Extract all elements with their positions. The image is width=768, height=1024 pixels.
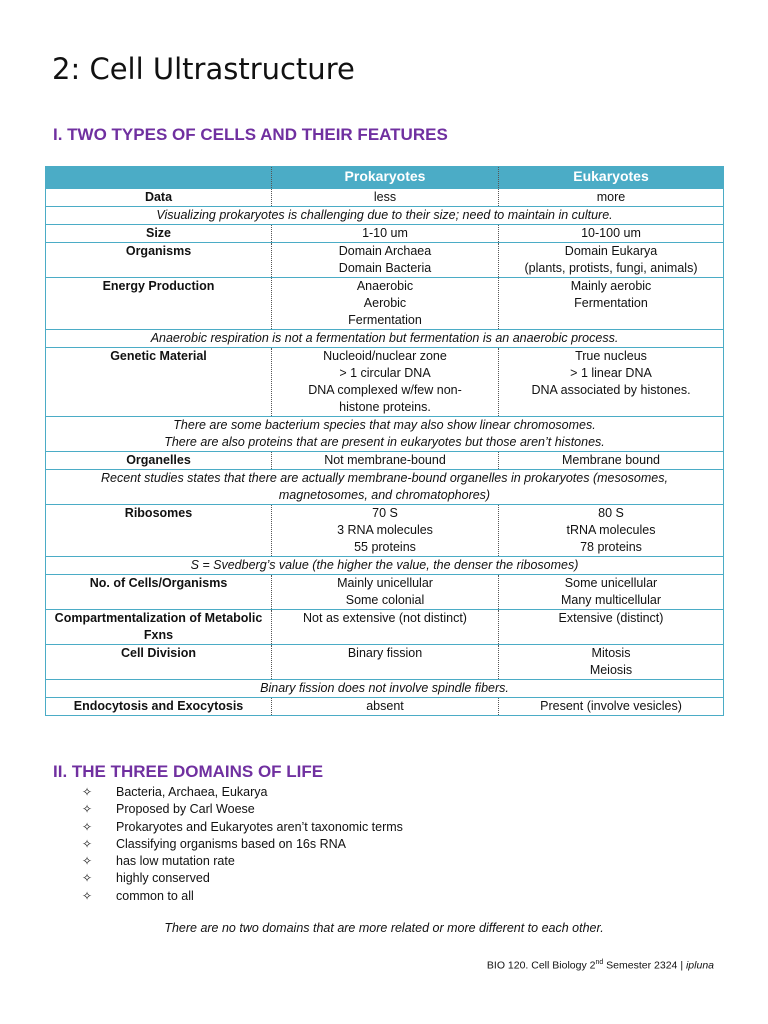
prokaryote-cell bbox=[272, 225, 499, 243]
note-line: magnetosomes, and chromatophores) bbox=[278, 488, 491, 502]
list-item bbox=[82, 784, 403, 801]
eukaryote-cell bbox=[499, 278, 724, 330]
row-label: Cell Division bbox=[46, 645, 272, 680]
cell-line: Many multicellular bbox=[560, 593, 662, 607]
note-line: There are also proteins that are present in eukaryotes but those aren’t histones. bbox=[164, 435, 605, 449]
eukaryote-cell bbox=[499, 452, 724, 470]
list-item-text: common to all bbox=[116, 888, 194, 903]
four-point-star-bullet-icon: ✧ bbox=[82, 802, 93, 817]
table-row bbox=[46, 645, 724, 680]
footer-semester: Semester 2324 bbox=[603, 959, 678, 972]
list-item bbox=[82, 870, 403, 887]
cell-line: more bbox=[596, 190, 626, 204]
cell-line: Fermentation bbox=[574, 296, 648, 310]
cell-line: 10-100 um bbox=[581, 226, 641, 240]
table-note-cell bbox=[46, 207, 724, 225]
list-item-text: has low mutation rate bbox=[116, 854, 235, 869]
cell-line: Domain Archaea bbox=[338, 244, 432, 258]
eukaryote-cell bbox=[499, 348, 724, 417]
row-label: Endocytosis and Exocytosis bbox=[46, 698, 272, 716]
table-note-row bbox=[46, 330, 724, 348]
table-note-cell bbox=[46, 470, 724, 505]
cell-line: Not as extensive (not distinct) bbox=[303, 611, 467, 625]
list-item-text: highly conserved bbox=[116, 871, 210, 886]
prokaryote-cell bbox=[272, 243, 499, 278]
eukaryote-cell bbox=[499, 698, 724, 716]
eukaryote-cell bbox=[499, 645, 724, 680]
list-item-text: Bacteria, Archaea, Eukarya bbox=[116, 785, 268, 799]
table-row bbox=[46, 452, 724, 470]
row-label: No. of Cells/Organisms bbox=[46, 575, 272, 610]
cell-line: histone proteins. bbox=[339, 400, 431, 414]
cell-line: Meiosis bbox=[589, 663, 633, 677]
header-cell-empty bbox=[46, 167, 272, 189]
list-item-text: Classifying organisms based on 16s RNA bbox=[116, 836, 346, 851]
header-cell-prokaryotes: Prokaryotes bbox=[272, 167, 499, 189]
cell-line: Binary fission bbox=[347, 646, 423, 660]
cell-line: > 1 linear DNA bbox=[570, 366, 652, 380]
list-item-text: Prokaryotes and Eukaryotes aren’t taxonomic terms bbox=[116, 819, 403, 834]
four-point-star-bullet-icon: ✧ bbox=[82, 888, 93, 903]
list-item bbox=[82, 836, 403, 853]
eukaryote-cell bbox=[499, 243, 724, 278]
cell-line: Present (involve vesicles) bbox=[540, 699, 682, 713]
page-footer bbox=[487, 959, 714, 972]
four-point-star-bullet-icon: ✧ bbox=[82, 819, 93, 834]
table-note-cell bbox=[46, 330, 724, 348]
cell-line: Membrane bound bbox=[562, 453, 660, 467]
cell-line: Mitosis bbox=[591, 646, 631, 660]
note-line: There are some bacterium species that may also show linear chromosomes. bbox=[173, 418, 596, 432]
prokaryote-cell bbox=[272, 698, 499, 716]
prokaryote-cell bbox=[272, 505, 499, 557]
row-label: Organelles bbox=[46, 452, 272, 470]
cell-line: Extensive (distinct) bbox=[558, 611, 664, 625]
table-note-row bbox=[46, 470, 724, 505]
cell-line: 70 S bbox=[372, 506, 398, 520]
cell-line: Fermentation bbox=[348, 313, 422, 327]
row-label: Data bbox=[46, 189, 272, 207]
closing-note: There are no two domains that are more related or more different to each other. bbox=[164, 921, 604, 935]
row-label: Energy Production bbox=[46, 278, 272, 330]
row-label: Organisms bbox=[46, 243, 272, 278]
note-line: Recent studies states that there are actually membrane-bound organelles in prokaryotes (mesosomes, bbox=[101, 471, 668, 485]
note-line: Anaerobic respiration is not a fermentation but fermentation is an anaerobic process. bbox=[150, 331, 619, 345]
cell-line: DNA complexed w/few non- bbox=[308, 383, 462, 397]
footer-separator: | bbox=[677, 959, 686, 972]
cell-line: 78 proteins bbox=[580, 540, 642, 554]
eukaryote-cell bbox=[499, 505, 724, 557]
prokaryote-cell bbox=[272, 452, 499, 470]
cell-line: tRNA molecules bbox=[566, 523, 656, 537]
table-row bbox=[46, 243, 724, 278]
cell-line: 80 S bbox=[598, 506, 624, 520]
table-row bbox=[46, 698, 724, 716]
cell-line: Mainly aerobic bbox=[570, 279, 652, 293]
four-point-star-bullet-icon: ✧ bbox=[82, 871, 93, 886]
table-row bbox=[46, 225, 724, 243]
header-cell-eukaryotes: Eukaryotes bbox=[499, 167, 724, 189]
table-note-row bbox=[46, 207, 724, 225]
domain-bullet-list bbox=[82, 784, 403, 905]
row-label: Size bbox=[46, 225, 272, 243]
four-point-star-bullet-icon: ✧ bbox=[82, 854, 93, 869]
cell-line: less bbox=[373, 190, 397, 204]
note-line: Visualizing prokaryotes is challenging due to their size; need to maintain in culture. bbox=[156, 208, 613, 222]
row-label: Compartmentalization of Metabolic Fxns bbox=[46, 610, 272, 645]
cell-line: absent bbox=[366, 699, 404, 713]
table-header-row bbox=[46, 167, 724, 189]
cell-line: Domain Bacteria bbox=[338, 261, 432, 275]
note-line: Binary fission does not involve spindle fibers. bbox=[260, 681, 509, 695]
table-row bbox=[46, 189, 724, 207]
footer-author: ipluna bbox=[685, 959, 714, 972]
prokaryote-cell bbox=[272, 645, 499, 680]
four-point-star-bullet-icon: ✧ bbox=[82, 785, 93, 799]
footer-course: BIO 120. Cell Biology 2 bbox=[486, 959, 596, 972]
cell-line: Some colonial bbox=[345, 593, 425, 607]
prokaryote-cell bbox=[272, 348, 499, 417]
cell-line: 3 RNA molecules bbox=[337, 523, 433, 537]
cell-line: Aerobic bbox=[363, 296, 407, 310]
cell-line: Nucleoid/nuclear zone bbox=[323, 349, 447, 363]
prokaryote-cell bbox=[272, 575, 499, 610]
section-heading-cell-types: I. TWO TYPES OF CELLS AND THEIR FEATURES bbox=[53, 125, 448, 144]
cell-line: Some unicellular bbox=[564, 576, 658, 590]
table-note-cell bbox=[46, 417, 724, 452]
table-note-cell bbox=[46, 557, 724, 575]
prokaryote-cell bbox=[272, 189, 499, 207]
table-row bbox=[46, 575, 724, 610]
list-item bbox=[82, 888, 403, 905]
cell-line: Domain Eukarya bbox=[564, 244, 658, 258]
table-note-row bbox=[46, 417, 724, 452]
table-note-row bbox=[46, 680, 724, 698]
eukaryote-cell bbox=[499, 610, 724, 645]
eukaryote-cell bbox=[499, 225, 724, 243]
table-row bbox=[46, 278, 724, 330]
cell-line: > 1 circular DNA bbox=[339, 366, 431, 380]
cell-line: 1-10 um bbox=[362, 226, 408, 240]
table-row bbox=[46, 610, 724, 645]
row-label: Ribosomes bbox=[46, 505, 272, 557]
table-row bbox=[46, 348, 724, 417]
table-row bbox=[46, 505, 724, 557]
cell-line: 55 proteins bbox=[354, 540, 416, 554]
cell-line: DNA associated by histones. bbox=[531, 383, 691, 397]
note-line: S = Svedberg’s value (the higher the value, the denser the ribosomes) bbox=[190, 558, 579, 572]
prokaryote-cell bbox=[272, 610, 499, 645]
list-item-text: Proposed by Carl Woese bbox=[116, 802, 255, 817]
four-point-star-bullet-icon: ✧ bbox=[82, 836, 93, 851]
prokaryote-cell bbox=[272, 278, 499, 330]
eukaryote-cell bbox=[499, 575, 724, 610]
page-title: 2: Cell Ultrastructure bbox=[52, 52, 355, 86]
cell-line: (plants, protists, fungi, animals) bbox=[524, 261, 698, 275]
list-item bbox=[82, 819, 403, 836]
cell-line: Anaerobic bbox=[356, 279, 414, 293]
cell-line: Mainly unicellular bbox=[337, 576, 433, 590]
cell-types-table bbox=[45, 166, 724, 716]
cell-line: Not membrane-bound bbox=[324, 453, 446, 467]
table-note-cell bbox=[46, 680, 724, 698]
list-item bbox=[82, 853, 403, 870]
row-label: Genetic Material bbox=[46, 348, 272, 417]
cell-line: True nucleus bbox=[575, 349, 647, 363]
eukaryote-cell bbox=[499, 189, 724, 207]
list-item bbox=[82, 801, 403, 818]
table-body bbox=[46, 189, 724, 716]
table-note-row bbox=[46, 557, 724, 575]
section-heading-domains: II. THE THREE DOMAINS OF LIFE bbox=[53, 762, 324, 781]
footer-superscript: nd bbox=[595, 959, 604, 966]
